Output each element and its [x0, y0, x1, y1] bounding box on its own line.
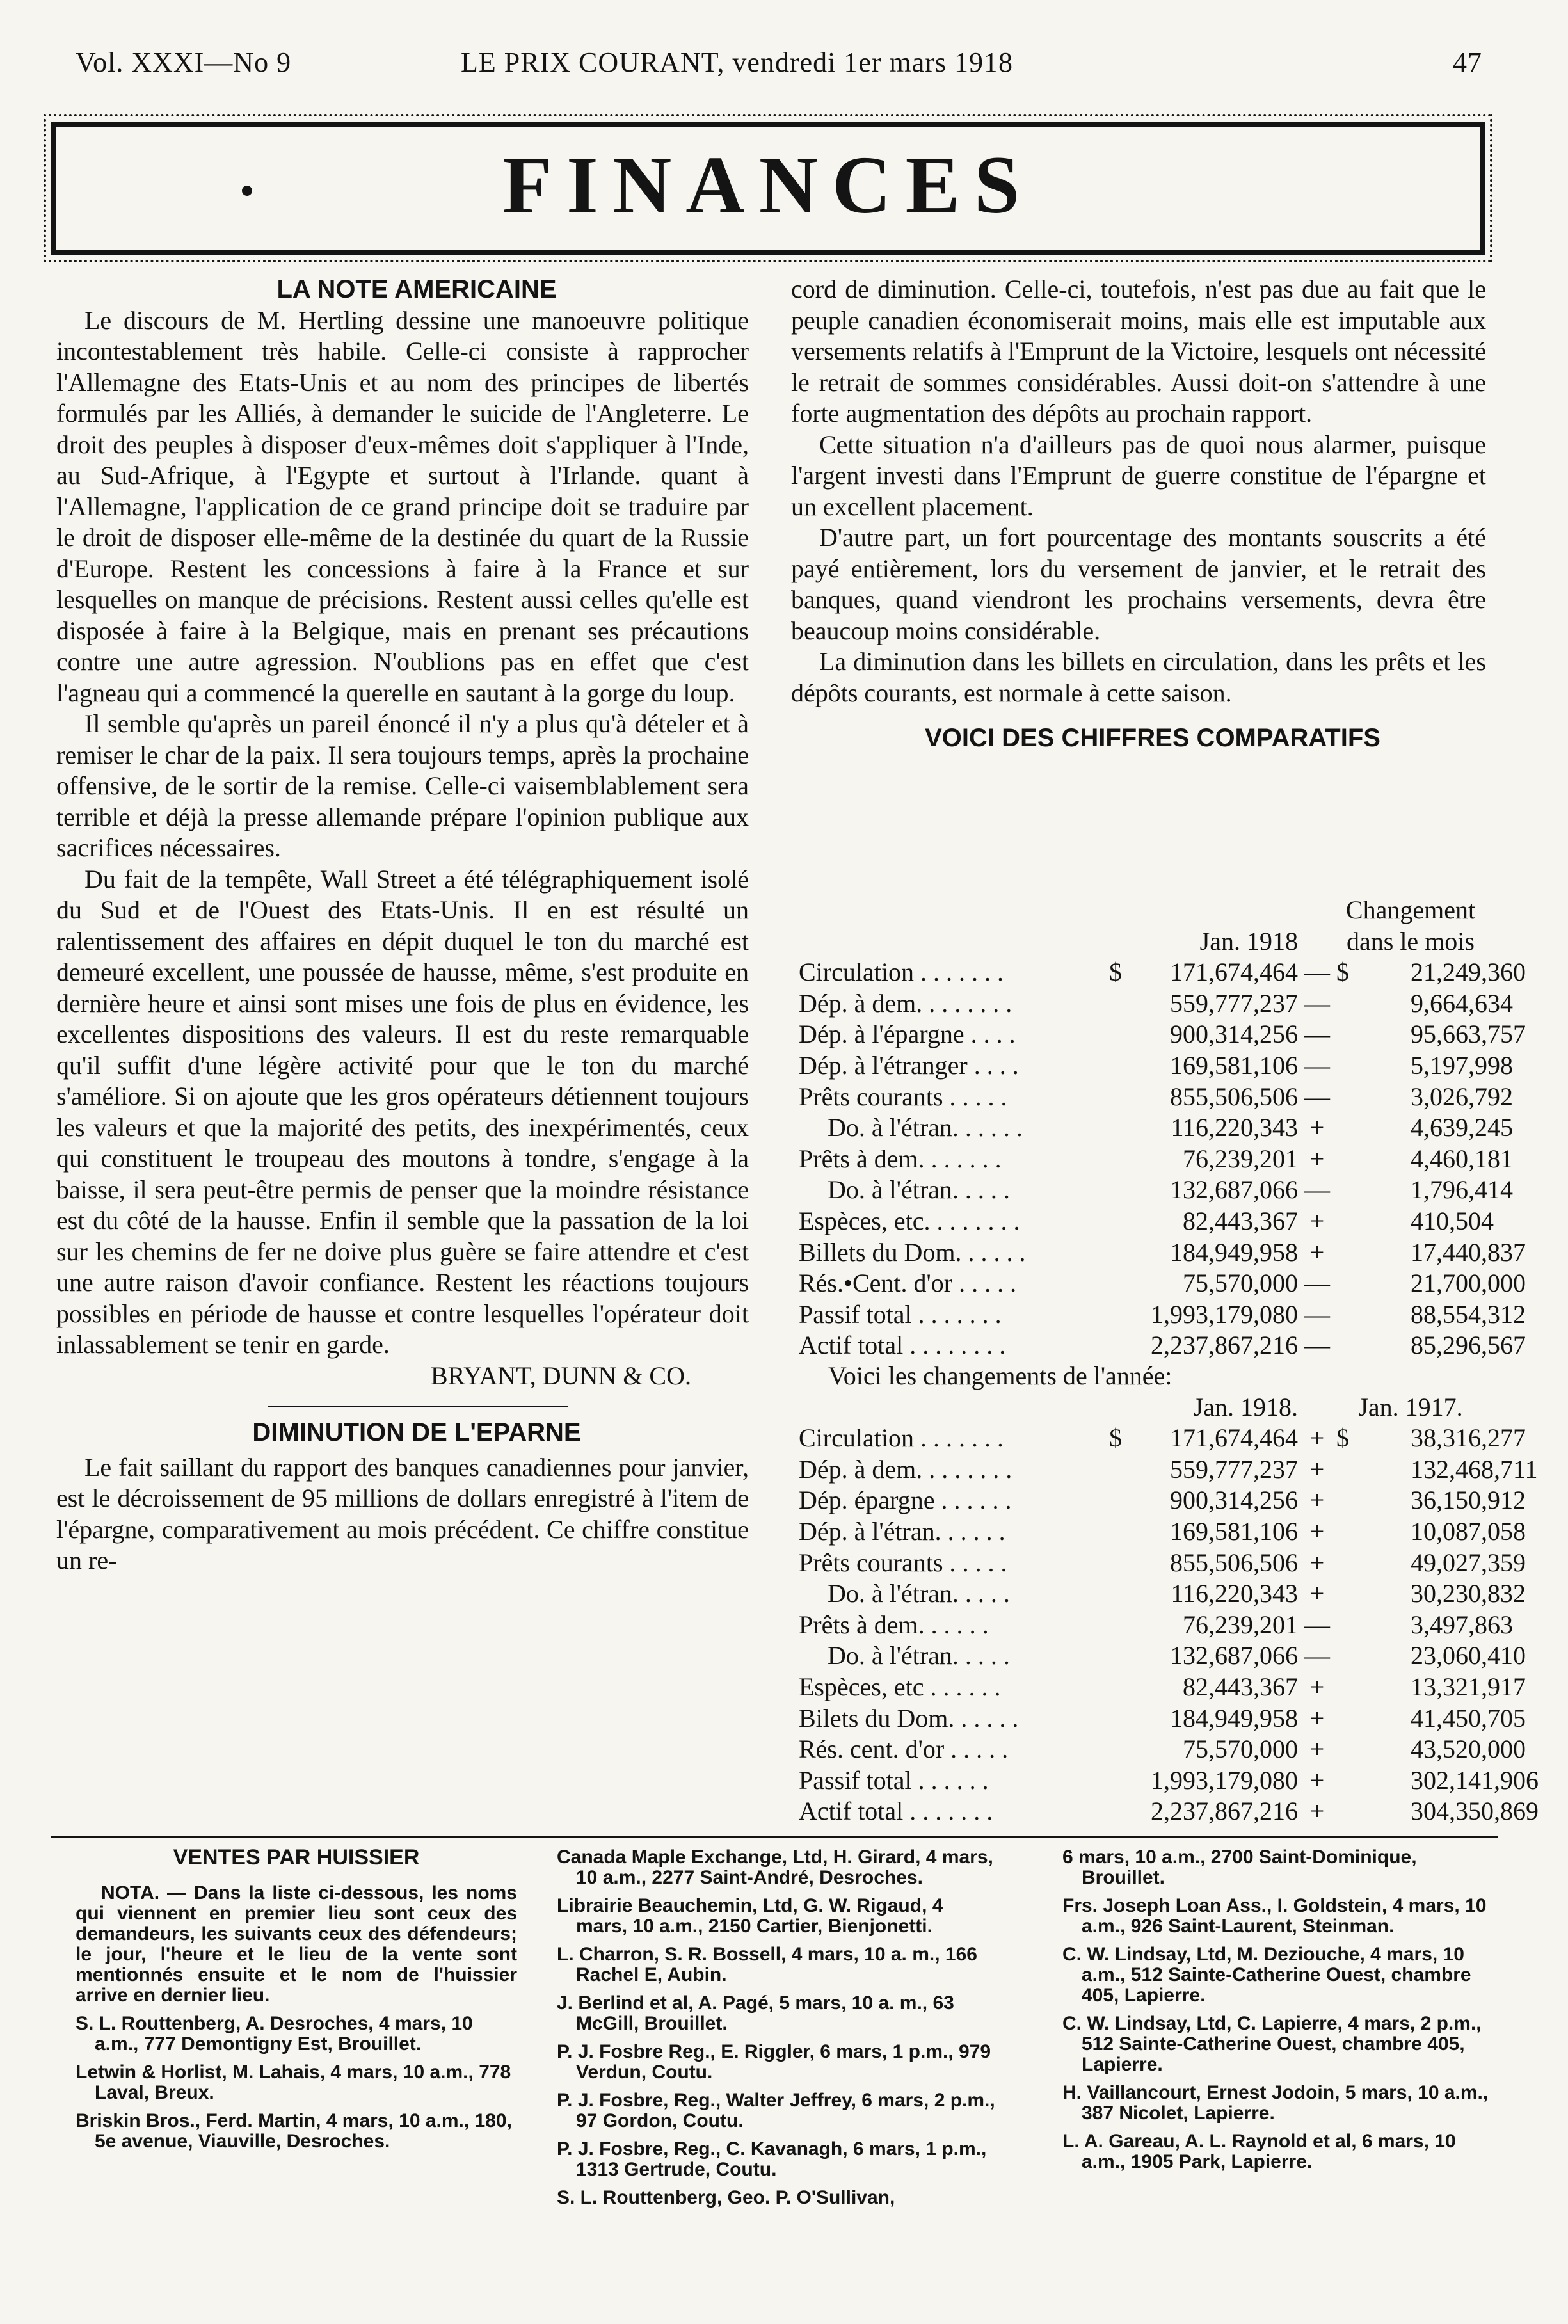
value-jan-1918: 116,220,343	[1171, 1579, 1298, 1608]
row-label: Prêts à dem. . . . . . .	[799, 1144, 1002, 1173]
row-label: Dép. à dem. . . . . . . .	[799, 988, 1012, 1018]
row-label: Rés.•Cent. d'or . . . . .	[799, 1269, 1017, 1298]
change-sign: —	[1304, 1610, 1330, 1639]
currency-sign: $	[1336, 1423, 1349, 1453]
change-sign: +	[1309, 1486, 1325, 1515]
list-item: L. A. Gareau, A. L. Raynold et al, 6 mars, 10 a.m., 1905 Park, Lapierre.	[1062, 2131, 1456, 2172]
change-sign: +	[1309, 1144, 1325, 1173]
currency-sign	[1336, 1112, 1411, 1144]
row-label: Actif total . . . . . . . .	[799, 1331, 1006, 1360]
change-sign: —	[1304, 1299, 1330, 1329]
currency-sign	[1103, 1206, 1128, 1237]
table-row	[799, 1112, 1485, 1144]
list-item: Letwin & Horlist, M. Lahais, 4 mars, 10 a.m., 778 Laval, Breux.	[76, 2062, 511, 2103]
change-sign: +	[1309, 1765, 1325, 1795]
value-jan-1918: 76,239,201	[1183, 1610, 1298, 1639]
table-body	[799, 957, 1526, 1361]
table-row	[799, 1423, 1485, 1454]
table-row	[799, 1765, 1485, 1797]
value-jan-1918: 132,687,066	[1170, 1641, 1298, 1671]
ventes-list	[557, 1847, 998, 2208]
value-jan-1918: 900,314,256	[1170, 1020, 1298, 1049]
right-column	[791, 274, 1486, 754]
row-label: Prêts courants . . . . .	[799, 1548, 1007, 1577]
column-header-jan-1918: Jan. 1918.	[1193, 1392, 1298, 1422]
table-row	[799, 1485, 1485, 1516]
table-row	[799, 988, 1485, 1020]
currency-sign	[1103, 1174, 1128, 1206]
change-sign: +	[1309, 1579, 1325, 1608]
currency-sign	[1103, 1734, 1128, 1765]
table-row	[799, 1206, 1485, 1237]
currency-sign	[1336, 1050, 1411, 1082]
finances-banner	[51, 122, 1485, 255]
currency-sign	[1103, 1268, 1128, 1299]
currency-sign	[1103, 1796, 1128, 1827]
currency-sign	[1103, 1640, 1128, 1672]
value-change: 4,460,181	[1411, 1144, 1513, 1173]
table-row	[799, 1144, 1485, 1175]
section-divider	[51, 1836, 1498, 1838]
list-item: P. J. Fosbre Reg., E. Riggler, 6 mars, 1 p.m., 979 Verdun, Coutu.	[557, 2041, 991, 2083]
value-change: 4,639,245	[1411, 1113, 1513, 1142]
table-row	[799, 1454, 1485, 1486]
table-row	[799, 1268, 1485, 1299]
row-label: Prêts à dem. . . . . .	[799, 1610, 989, 1639]
table-row	[799, 1610, 1485, 1641]
table-row	[799, 1548, 1485, 1579]
currency-sign	[1103, 1610, 1128, 1641]
currency-sign	[1336, 1237, 1411, 1269]
table-row	[799, 1019, 1485, 1050]
ventes-column-3	[1062, 1847, 1498, 2180]
table-subtitle: Voici les changements de l'année:	[828, 1361, 1172, 1390]
table-row	[799, 1516, 1485, 1548]
table-row	[799, 1578, 1485, 1610]
currency-sign	[1336, 988, 1411, 1020]
value-jan-1918: 855,506,506	[1170, 1082, 1298, 1111]
change-sign: —	[1304, 958, 1330, 987]
value-change: 38,316,277	[1411, 1423, 1526, 1453]
value-jan-1918: 855,506,506	[1170, 1548, 1298, 1577]
table-row	[799, 1174, 1485, 1206]
currency-sign	[1336, 1174, 1411, 1206]
value-change: 43,520,000	[1411, 1735, 1526, 1764]
value-change: 302,141,906	[1411, 1765, 1539, 1795]
table-row	[799, 1703, 1485, 1735]
row-label: Bilets du Dom. . . . . .	[799, 1703, 1019, 1733]
currency-sign	[1103, 1672, 1128, 1703]
change-sign: —	[1304, 1269, 1330, 1298]
table-row	[799, 1640, 1485, 1672]
comparative-table-year	[799, 1361, 1539, 1827]
table-row	[799, 1796, 1485, 1827]
value-change: 3,497,863	[1411, 1610, 1513, 1639]
currency-sign	[1103, 1299, 1128, 1331]
value-jan-1918: 76,239,201	[1183, 1144, 1298, 1173]
currency-sign	[1336, 1578, 1411, 1610]
table-title: VOICI DES CHIFFRES COMPARATIFS	[925, 724, 1380, 752]
row-label: Do. à l'étran. . . . .	[828, 1579, 1010, 1608]
row-label: Billets du Dom. . . . . .	[799, 1237, 1026, 1267]
list-item: J. Berlind et al, A. Pagé, 5 mars, 10 a. m., 63 McGill, Brouillet.	[557, 1992, 954, 2034]
currency-sign	[1336, 1548, 1411, 1579]
paragraph: Le discours de M. Hertling dessine une manoeuvre politique incontestablement très habile. Celle-ci consiste à rapprocher l'Allemagne des Etats-Unis et au nom des principes de libertés formulés par les Alliés, à demander le suicide de l'Angleterre. Le droit des peuples à disposer d'eux-mêmes doit s'appliquer à l'Inde, au Sud-Afrique, à l'Egypte et surtout à l'Irlande. quant à l'Allemagne, l'application de ce grand principe doit se traduire par le droit de disposer elle-même de la destinée du quart de la Russie d'Europe. Restent les concessions à faire à la France et sur lesquelles on manque de précisions. Restent aussi celles qu'elle est disposée à faire à la Belgique, mais en prenant ses précautions contre une autre agression. N'oublions pas en effet que c'est l'agneau qui a commencé la querelle en sautant à la gorge du loup.	[56, 305, 749, 707]
value-jan-1918: 169,581,106	[1170, 1516, 1298, 1546]
row-label: Circulation . . . . . . .	[799, 958, 1004, 987]
separator	[56, 1391, 749, 1417]
currency-sign: $	[1336, 958, 1349, 987]
change-sign: +	[1309, 1703, 1325, 1733]
row-label: Espèces, etc. . . . . . . .	[799, 1206, 1020, 1235]
value-change: 36,150,912	[1411, 1486, 1526, 1515]
change-sign: —	[1304, 1175, 1330, 1205]
value-jan-1918: 900,314,256	[1170, 1486, 1298, 1515]
paragraph: Il semble qu'après un pareil énoncé il n'y a plus qu'à dételer et à remiser le char de la paix. Il sera toujours temps, après la prochaine offensive, de le sortir de la remise. Celle-ci vaisemblablement sera terrible et déjà la presse allemande prépare l'opinion publique aux sacrifices nécessaires.	[56, 709, 749, 862]
value-change: 3,026,792	[1411, 1082, 1513, 1111]
change-sign: +	[1309, 1797, 1325, 1826]
list-item: 6 mars, 10 a.m., 2700 Saint-Dominique, Brouillet.	[1062, 1847, 1417, 1888]
paragraph: La diminution dans les billets en circulation, dans les prêts et les dépôts courants, est normale à cette saison.	[791, 647, 1486, 707]
value-change: 304,350,869	[1411, 1797, 1539, 1826]
value-jan-1918: 169,581,106	[1170, 1050, 1298, 1080]
paragraph: cord de diminution. Celle-ci, toutefois, n'est pas due au fait que le peuple canadien économiserait moins, mais elle est imputable aux versements relatifs à l'Emprunt de la Victoire, lesquels ont nécessité le retrait de sommes considérables. Aussi doit-on s'attendre à une forte augmentation des dépôts au prochain rapport.	[791, 275, 1486, 428]
change-sign: +	[1309, 1516, 1325, 1546]
value-jan-1918: 116,220,343	[1171, 1113, 1298, 1142]
value-change: 13,321,917	[1411, 1672, 1526, 1701]
value-change: 95,663,757	[1411, 1020, 1526, 1049]
signature: BRYANT, DUNN & CO.	[430, 1361, 691, 1390]
change-sign: —	[1304, 1082, 1330, 1111]
value-change: 88,554,312	[1411, 1299, 1526, 1329]
currency-sign	[1336, 1703, 1411, 1735]
value-jan-1918: 75,570,000	[1183, 1735, 1298, 1764]
value-change: 21,700,000	[1411, 1269, 1526, 1298]
table-body	[799, 1423, 1539, 1827]
list-item: H. Vaillancourt, Ernest Jodoin, 5 mars, 10 a.m., 387 Nicolet, Lapierre.	[1062, 2082, 1489, 2124]
ventes-list	[1062, 1847, 1498, 2172]
nota-paragraph: NOTA. — Dans la liste ci-dessous, les noms qui viennent en premier lieu sont ceux des demandeurs, les suivants ceux des défendeurs; le jour, l'heure et le lieu de la vente sont mentionnés ensuite et le nom de l'huissier arrive en dernier lieu.	[76, 1882, 517, 2006]
row-label: Dép. épargne . . . . . .	[799, 1486, 1012, 1515]
volume-number: Vol. XXXI—No 9	[76, 47, 292, 78]
list-item: S. L. Routtenberg, Geo. P. O'Sullivan,	[557, 2187, 895, 2208]
value-change: 9,664,634	[1411, 988, 1513, 1018]
page-number: 47	[1453, 47, 1482, 78]
table-row	[799, 1050, 1485, 1082]
value-jan-1918: 132,687,066	[1170, 1175, 1298, 1205]
currency-sign	[1103, 1237, 1128, 1269]
table-row	[799, 957, 1485, 988]
ventes-column-2	[557, 1847, 998, 2216]
change-sign: +	[1309, 1237, 1325, 1267]
list-item: C. W. Lindsay, Ltd, M. Deziouche, 4 mars, 10 a.m., 512 Sainte-Catherine Ouest, chambre 405, Lapierre.	[1062, 1944, 1471, 2006]
ventes-title: VENTES PAR HUISSIER	[173, 1845, 420, 1870]
currency-sign	[1336, 1796, 1411, 1827]
row-label: Dép. à l'étranger . . . .	[799, 1050, 1019, 1080]
value-jan-1918: 184,949,958	[1170, 1703, 1298, 1733]
table-row	[799, 1299, 1485, 1331]
table-row	[799, 1237, 1485, 1269]
list-item: Frs. Joseph Loan Ass., I. Goldstein, 4 mars, 10 a.m., 926 Saint-Laurent, Steinman.	[1062, 1895, 1487, 1937]
change-sign: +	[1309, 1548, 1325, 1577]
table-row	[799, 1672, 1485, 1703]
value-jan-1918: 559,777,237	[1170, 1454, 1298, 1484]
currency-sign	[1103, 1144, 1128, 1175]
currency-sign	[1336, 1672, 1411, 1703]
row-label: Circulation . . . . . . .	[799, 1423, 1004, 1453]
paragraph: Du fait de la tempête, Wall Street a été télégraphiquement isolé du Sud et de l'Ouest des Etats-Unis. Il en est résulté un ralentissement des affaires en dépit duquel le ton du marché est demeuré excellent, une poussée de hausse, même, s'est produite en dernière heure et ainsi sont mises une fois de plus en évidence, les excellentes dispositions des valeurs. Il est du reste remarquable qu'il suffit d'une légère activité pour que le ton du marché s'améliore. Si on ajoute que les gros opérateurs détiennent toujours les valeurs et que la majorité des petits, des inexpérimentés, ceux qui constituent le troupeau des moutons à tondre, s'engage à la baisse, il sera peut-être permis de penser que la moindre résistance est du côté de la hausse. Enfin il semble que la passation de la loi sur les chemins de fer ne doive plus guère se faire attendre et c'est une autre raison d'avoir confiance. Restent les réactions toujours possibles en période de hausse et contre lesquelles l'opérateur doit inlassablement se tenir en garde.	[56, 864, 749, 1359]
currency-sign	[1336, 1082, 1411, 1113]
change-sign: —	[1304, 1020, 1330, 1049]
currency-sign	[1103, 1485, 1128, 1516]
paragraph: Le fait saillant du rapport des banques canadiennes pour janvier, est le décroissement de 95 millions de dollars enregistré à l'item de l'épargne, comparativement au mois précédent. Ce chiffre constitue un re-	[56, 1452, 749, 1575]
change-sign: —	[1304, 1331, 1330, 1360]
currency-sign	[1103, 1330, 1128, 1361]
currency-sign	[1103, 988, 1128, 1020]
change-sign: +	[1309, 1113, 1325, 1142]
currency-sign	[1336, 1330, 1411, 1361]
value-change: 23,060,410	[1411, 1641, 1526, 1671]
row-label: Actif total . . . . . . .	[799, 1797, 993, 1826]
currency-sign	[1336, 1640, 1411, 1672]
article-title-note-americaine: LA NOTE AMERICAINE	[276, 275, 557, 303]
value-jan-1918: 171,674,464	[1170, 958, 1298, 987]
value-jan-1918: 2,237,867,216	[1151, 1797, 1298, 1826]
currency-sign	[1103, 1019, 1128, 1050]
value-jan-1918: 559,777,237	[1170, 988, 1298, 1018]
list-item: S. L. Routtenberg, A. Desroches, 4 mars, 10 a.m., 777 Demontigny Est, Brouillet.	[76, 2013, 473, 2055]
column-header-changement: Changement	[1345, 895, 1476, 924]
currency-sign	[1103, 1454, 1128, 1486]
journal-title: LE PRIX COURANT, vendredi 1er mars 1918	[461, 47, 1014, 78]
list-item: Canada Maple Exchange, Ltd, H. Girard, 4 mars, 10 a.m., 2277 Saint-André, Desroches.	[557, 1847, 993, 1888]
currency-sign	[1336, 1019, 1411, 1050]
currency-sign	[1336, 1765, 1411, 1797]
paragraph: D'autre part, un fort pourcentage des montants souscrits a été payé entièrement, lors du versement de janvier, et le retrait des banques, quand viendront les prochains versements, devra être beaucoup moins considérable.	[791, 523, 1486, 645]
list-item: P. J. Fosbre, Reg., C. Kavanagh, 6 mars, 1 p.m., 1313 Gertrude, Coutu.	[557, 2138, 987, 2180]
change-sign: —	[1304, 1050, 1330, 1080]
change-sign: +	[1309, 1206, 1325, 1235]
currency-sign	[1103, 1548, 1128, 1579]
value-jan-1918: 1,993,179,080	[1151, 1765, 1298, 1795]
change-sign: —	[1304, 988, 1330, 1018]
row-label: Do. à l'étran. . . . .	[828, 1641, 1010, 1671]
value-change: 49,027,359	[1411, 1548, 1526, 1577]
currency-sign	[1103, 1082, 1128, 1113]
value-change: 85,296,567	[1411, 1331, 1526, 1360]
change-sign: —	[1304, 1641, 1330, 1671]
row-label: Dép. à l'épargne . . . .	[799, 1020, 1016, 1049]
value-change: 132,468,711	[1411, 1454, 1538, 1484]
list-item: Briskin Bros., Ferd. Martin, 4 mars, 10 a.m., 180, 5e avenue, Viauville, Desroches.	[76, 2110, 512, 2152]
currency-sign	[1103, 1516, 1128, 1548]
change-sign: +	[1309, 1454, 1325, 1484]
comparative-table-month	[799, 895, 1526, 1361]
currency-sign	[1336, 1268, 1411, 1299]
value-jan-1918: 82,443,367	[1183, 1206, 1298, 1235]
column-header-jan-1918: Jan. 1918	[1199, 926, 1298, 956]
value-change: 30,230,832	[1411, 1579, 1526, 1608]
value-change: 17,440,837	[1411, 1237, 1526, 1267]
row-label: Dép. à dem. . . . . . . .	[799, 1454, 1012, 1484]
currency-sign	[1103, 1578, 1128, 1610]
ventes-column-1	[76, 1847, 517, 2160]
value-change: 410,504	[1411, 1206, 1494, 1235]
table-row	[799, 1330, 1485, 1361]
row-label: Prêts courants . . . . .	[799, 1082, 1007, 1111]
row-label: Passif total . . . . . . .	[799, 1299, 1002, 1329]
value-jan-1918: 1,993,179,080	[1151, 1299, 1298, 1329]
list-item: C. W. Lindsay, Ltd, C. Lapierre, 4 mars, 2 p.m., 512 Sainte-Catherine Ouest, chambre 405, Lapierre.	[1062, 2013, 1482, 2075]
currency-sign: $	[1109, 1423, 1122, 1453]
table-row	[799, 1734, 1485, 1765]
value-jan-1918: 2,237,867,216	[1151, 1331, 1298, 1360]
value-jan-1918: 82,443,367	[1183, 1672, 1298, 1701]
currency-sign	[1336, 1144, 1411, 1175]
currency-sign	[1336, 1516, 1411, 1548]
change-sign: +	[1309, 1735, 1325, 1764]
paragraph: Cette situation n'a d'ailleurs pas de quoi nous alarmer, puisque l'argent investi dans l'Emprunt de guerre constitue de l'épargne et un excellent placement.	[791, 429, 1486, 521]
list-item: Librairie Beauchemin, Ltd, G. W. Rigaud, 4 mars, 10 a.m., 2150 Cartier, Bienjonetti.	[557, 1895, 943, 1937]
currency-sign	[1103, 1703, 1128, 1735]
currency-sign	[1336, 1454, 1411, 1486]
currency-sign	[1336, 1299, 1411, 1331]
section-title: FINANCES	[502, 140, 1034, 230]
row-label: Espèces, etc . . . . . .	[799, 1672, 1001, 1701]
separator-rule	[268, 1406, 568, 1407]
value-jan-1918: 184,949,958	[1170, 1237, 1298, 1267]
currency-sign	[1103, 1765, 1128, 1797]
value-change: 41,450,705	[1411, 1703, 1526, 1733]
row-label: Rés. cent. d'or . . . . .	[799, 1735, 1009, 1764]
currency-sign: $	[1109, 958, 1122, 987]
list-item: P. J. Fosbre, Reg., Walter Jeffrey, 6 mars, 2 p.m., 97 Gordon, Coutu.	[557, 2090, 995, 2131]
value-change: 1,796,414	[1411, 1175, 1513, 1205]
value-change: 10,087,058	[1411, 1516, 1526, 1546]
currency-sign	[1103, 1112, 1128, 1144]
ventes-list	[76, 2014, 517, 2152]
column-header-jan-1917: Jan. 1917.	[1358, 1392, 1463, 1422]
list-item: L. Charron, S. R. Bossell, 4 mars, 10 a. m., 166 Rachel E, Aubin.	[557, 1944, 977, 1985]
value-jan-1918: 171,674,464	[1170, 1423, 1298, 1453]
currency-sign	[1336, 1610, 1411, 1641]
currency-sign	[1336, 1206, 1411, 1237]
row-label: Passif total . . . . . .	[799, 1765, 989, 1795]
currency-sign	[1336, 1734, 1411, 1765]
value-change: 21,249,360	[1411, 958, 1526, 987]
row-label: Do. à l'étran. . . . . .	[828, 1113, 1023, 1142]
article-title-diminution: DIMINUTION DE L'EPARNE	[252, 1418, 581, 1446]
table-row	[799, 1082, 1485, 1113]
row-label: Do. à l'étran. . . . .	[828, 1175, 1010, 1205]
value-change: 5,197,998	[1411, 1050, 1513, 1080]
column-header-dans-le-mois: dans le mois	[1347, 926, 1475, 956]
currency-sign	[1336, 1485, 1411, 1516]
currency-sign	[1103, 1050, 1128, 1082]
row-label: Dép. à l'étran. . . . . .	[799, 1516, 1005, 1546]
change-sign: +	[1309, 1423, 1325, 1453]
left-column	[56, 274, 749, 1576]
change-sign: +	[1309, 1672, 1325, 1701]
value-jan-1918: 75,570,000	[1183, 1269, 1298, 1298]
